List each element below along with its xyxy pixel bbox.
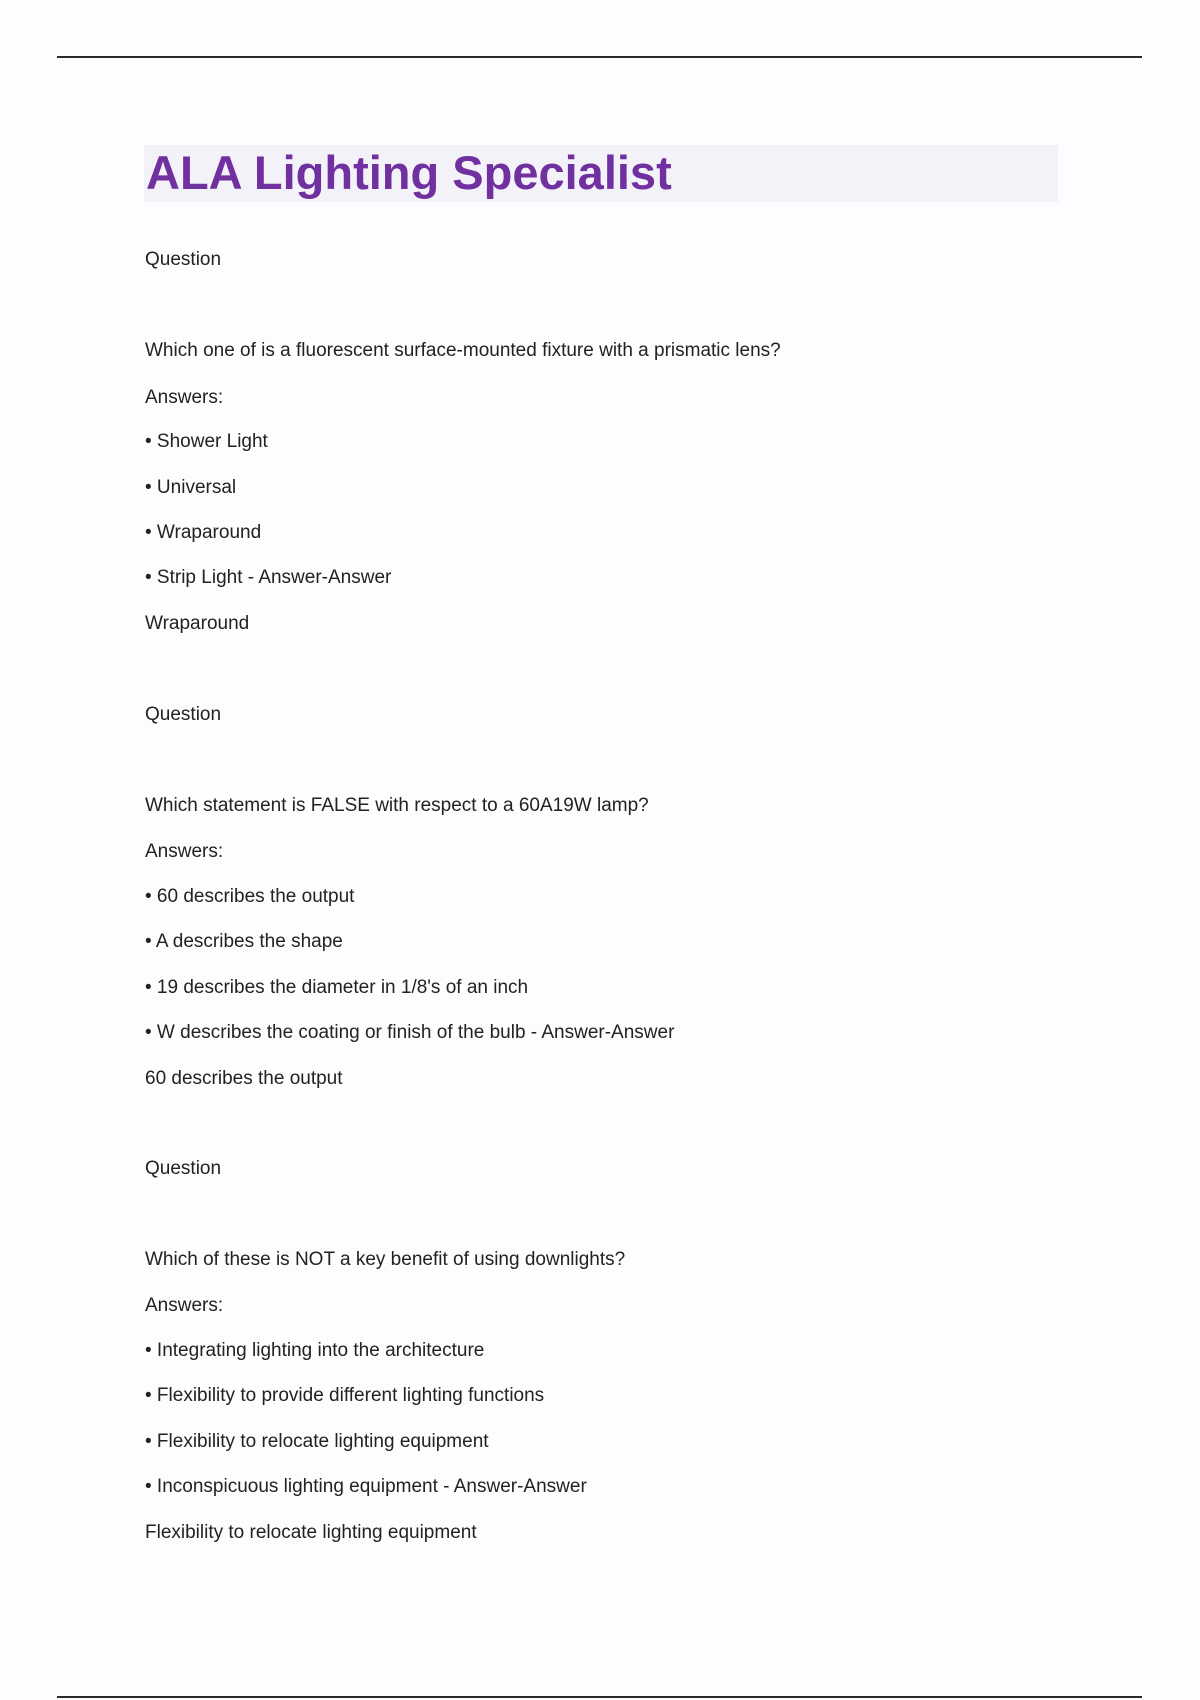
document-title: ALA Lighting Specialist [146,146,672,199]
correct-answer: Flexibility to relocate lighting equipment [145,1522,477,1543]
answer-option: • W describes the coating or finish of the bulb - Answer-Answer [145,1022,675,1043]
answers-label: Answers: [145,387,224,408]
question-heading: Question [145,1158,222,1179]
answer-option: • 19 describes the diameter in 1/8's of an inch [145,977,529,998]
answer-option: • Flexibility to provide different lighting functions [145,1385,545,1406]
answer-option: • Shower Light [145,431,268,452]
question-prompt: Which one of is a fluorescent surface-mounted fixture with a prismatic lens? [145,340,781,361]
answer-option: • Flexibility to relocate lighting equipment [145,1431,489,1452]
question-heading: Question [145,704,222,725]
question-heading: Question [145,249,222,270]
answers-label: Answers: [145,1295,224,1316]
answer-option: • Inconspicuous lighting equipment - Answer-Answer [145,1476,587,1497]
question-prompt: Which statement is FALSE with respect to a 60A19W lamp? [145,795,649,816]
answer-option: • Integrating lighting into the architecture [145,1340,485,1361]
answer-option: • Universal [145,477,237,498]
correct-answer: 60 describes the output [145,1068,343,1089]
bottom-rule [57,1696,1142,1698]
answer-option: • 60 describes the output [145,886,355,907]
correct-answer: Wraparound [145,613,250,634]
answers-label: Answers: [145,841,224,862]
question-prompt: Which of these is NOT a key benefit of using downlights? [145,1249,626,1270]
answer-option: • A describes the shape [145,931,343,952]
top-rule [57,56,1142,58]
answer-option: • Strip Light - Answer-Answer [145,567,392,588]
answer-option: • Wraparound [145,522,262,543]
